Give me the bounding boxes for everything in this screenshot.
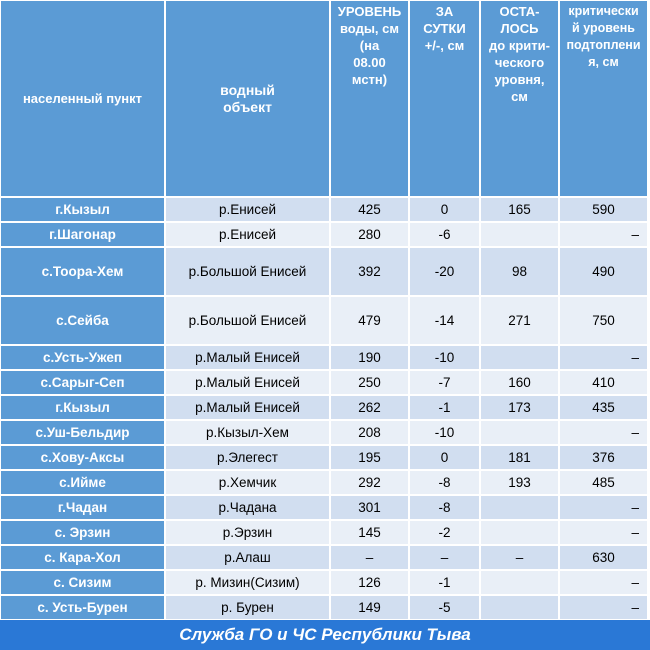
table-row	[1, 571, 647, 594]
remaining-cell	[481, 571, 558, 594]
level-cell: 280	[331, 223, 408, 246]
table-row	[1, 446, 647, 469]
water-body-cell: р. Мизин(Сизим)	[166, 571, 329, 594]
per-day-cell: -8	[410, 471, 479, 494]
level-cell: 425	[331, 198, 408, 221]
per-day-cell: -1	[410, 571, 479, 594]
water-body-cell: р.Чадана	[166, 496, 329, 519]
remaining-cell: 173	[481, 396, 558, 419]
place-cell: с. Эрзин	[1, 521, 164, 544]
table-row	[1, 223, 647, 246]
per-day-cell: -8	[410, 496, 479, 519]
critical-level-cell: –	[560, 496, 647, 519]
per-day-cell: -5	[410, 596, 479, 619]
water-body-cell: р.Хемчик	[166, 471, 329, 494]
header-water-body: водный объект	[166, 1, 329, 196]
water-body-cell: р.Малый Енисей	[166, 346, 329, 369]
critical-level-cell: –	[560, 421, 647, 444]
level-cell: 195	[331, 446, 408, 469]
place-cell: с.Тоора-Хем	[1, 248, 164, 295]
water-body-cell: р.Алаш	[166, 546, 329, 569]
table-row	[1, 371, 647, 394]
water-body-cell: р. Бурен	[166, 596, 329, 619]
remaining-cell	[481, 346, 558, 369]
water-body-cell: р.Енисей	[166, 223, 329, 246]
water-body-cell: р.Элегест	[166, 446, 329, 469]
table-row	[1, 297, 647, 344]
critical-level-cell: 485	[560, 471, 647, 494]
place-cell: г.Кызыл	[1, 396, 164, 419]
table-row	[1, 521, 647, 544]
per-day-cell: -1	[410, 396, 479, 419]
level-cell: 301	[331, 496, 408, 519]
place-cell: с.Сарыг-Сеп	[1, 371, 164, 394]
table-row	[1, 546, 647, 569]
level-cell: 208	[331, 421, 408, 444]
place-cell: с.Усть-Ужеп	[1, 346, 164, 369]
remaining-cell	[481, 421, 558, 444]
level-cell: 262	[331, 396, 408, 419]
critical-level-cell: 590	[560, 198, 647, 221]
per-day-cell: -6	[410, 223, 479, 246]
critical-level-cell: 410	[560, 371, 647, 394]
level-cell: 126	[331, 571, 408, 594]
water-body-cell: р.Енисей	[166, 198, 329, 221]
per-day-cell: -20	[410, 248, 479, 295]
per-day-cell: -10	[410, 346, 479, 369]
place-cell: с.Сейба	[1, 297, 164, 344]
remaining-cell: 181	[481, 446, 558, 469]
level-cell: 479	[331, 297, 408, 344]
level-cell: 145	[331, 521, 408, 544]
header-per-day: ЗА СУТКИ +/-, см	[410, 1, 479, 196]
critical-level-cell: 376	[560, 446, 647, 469]
water-body-cell: р.Большой Енисей	[166, 248, 329, 295]
per-day-cell: 0	[410, 198, 479, 221]
per-day-cell: -10	[410, 421, 479, 444]
header-critical: критически й уровень подтоплени я, см	[560, 1, 647, 196]
remaining-cell: 98	[481, 248, 558, 295]
level-cell: 149	[331, 596, 408, 619]
place-cell: с.Уш-Бельдир	[1, 421, 164, 444]
table-row	[1, 471, 647, 494]
place-cell: с. Сизим	[1, 571, 164, 594]
critical-level-cell: 435	[560, 396, 647, 419]
critical-level-cell: –	[560, 596, 647, 619]
critical-level-cell: –	[560, 521, 647, 544]
critical-level-cell: –	[560, 223, 647, 246]
remaining-cell	[481, 223, 558, 246]
place-cell: г.Шагонар	[1, 223, 164, 246]
place-cell: с. Усть-Бурен	[1, 596, 164, 619]
remaining-cell: 160	[481, 371, 558, 394]
footer-banner: Служба ГО и ЧС Республики Тыва	[0, 620, 650, 650]
remaining-cell	[481, 521, 558, 544]
level-cell: 190	[331, 346, 408, 369]
critical-level-cell: 630	[560, 546, 647, 569]
remaining-cell	[481, 596, 558, 619]
level-cell: 392	[331, 248, 408, 295]
header-level: УРОВЕНЬ воды, см (на 08.00 мстн)	[331, 1, 408, 196]
critical-level-cell: 490	[560, 248, 647, 295]
per-day-cell: -14	[410, 297, 479, 344]
table-header-row	[1, 1, 647, 196]
level-cell: 250	[331, 371, 408, 394]
table-row	[1, 396, 647, 419]
critical-level-cell: 750	[560, 297, 647, 344]
table-row	[1, 421, 647, 444]
remaining-cell: 271	[481, 297, 558, 344]
level-cell: 292	[331, 471, 408, 494]
header-remaining: ОСТА- ЛОСЬ до крити- ческого уровня, см	[481, 1, 558, 196]
table-row	[1, 596, 647, 619]
place-cell: с. Кара-Хол	[1, 546, 164, 569]
place-cell: с.Хову-Аксы	[1, 446, 164, 469]
remaining-cell	[481, 496, 558, 519]
water-body-cell: р.Малый Енисей	[166, 371, 329, 394]
critical-level-cell: –	[560, 346, 647, 369]
water-body-cell: р.Кызыл-Хем	[166, 421, 329, 444]
table-row	[1, 346, 647, 369]
header-place: населенный пункт	[1, 1, 164, 196]
level-cell: –	[331, 546, 408, 569]
water-body-cell: р.Малый Енисей	[166, 396, 329, 419]
table-row	[1, 496, 647, 519]
table-row	[1, 248, 647, 295]
critical-level-cell: –	[560, 571, 647, 594]
place-cell: г.Кызыл	[1, 198, 164, 221]
per-day-cell: 0	[410, 446, 479, 469]
per-day-cell: -7	[410, 371, 479, 394]
remaining-cell: –	[481, 546, 558, 569]
table-row	[1, 198, 647, 221]
place-cell: с.Ийме	[1, 471, 164, 494]
water-body-cell: р.Эрзин	[166, 521, 329, 544]
place-cell: г.Чадан	[1, 496, 164, 519]
per-day-cell: -2	[410, 521, 479, 544]
per-day-cell: –	[410, 546, 479, 569]
water-body-cell: р.Большой Енисей	[166, 297, 329, 344]
remaining-cell: 193	[481, 471, 558, 494]
remaining-cell: 165	[481, 198, 558, 221]
